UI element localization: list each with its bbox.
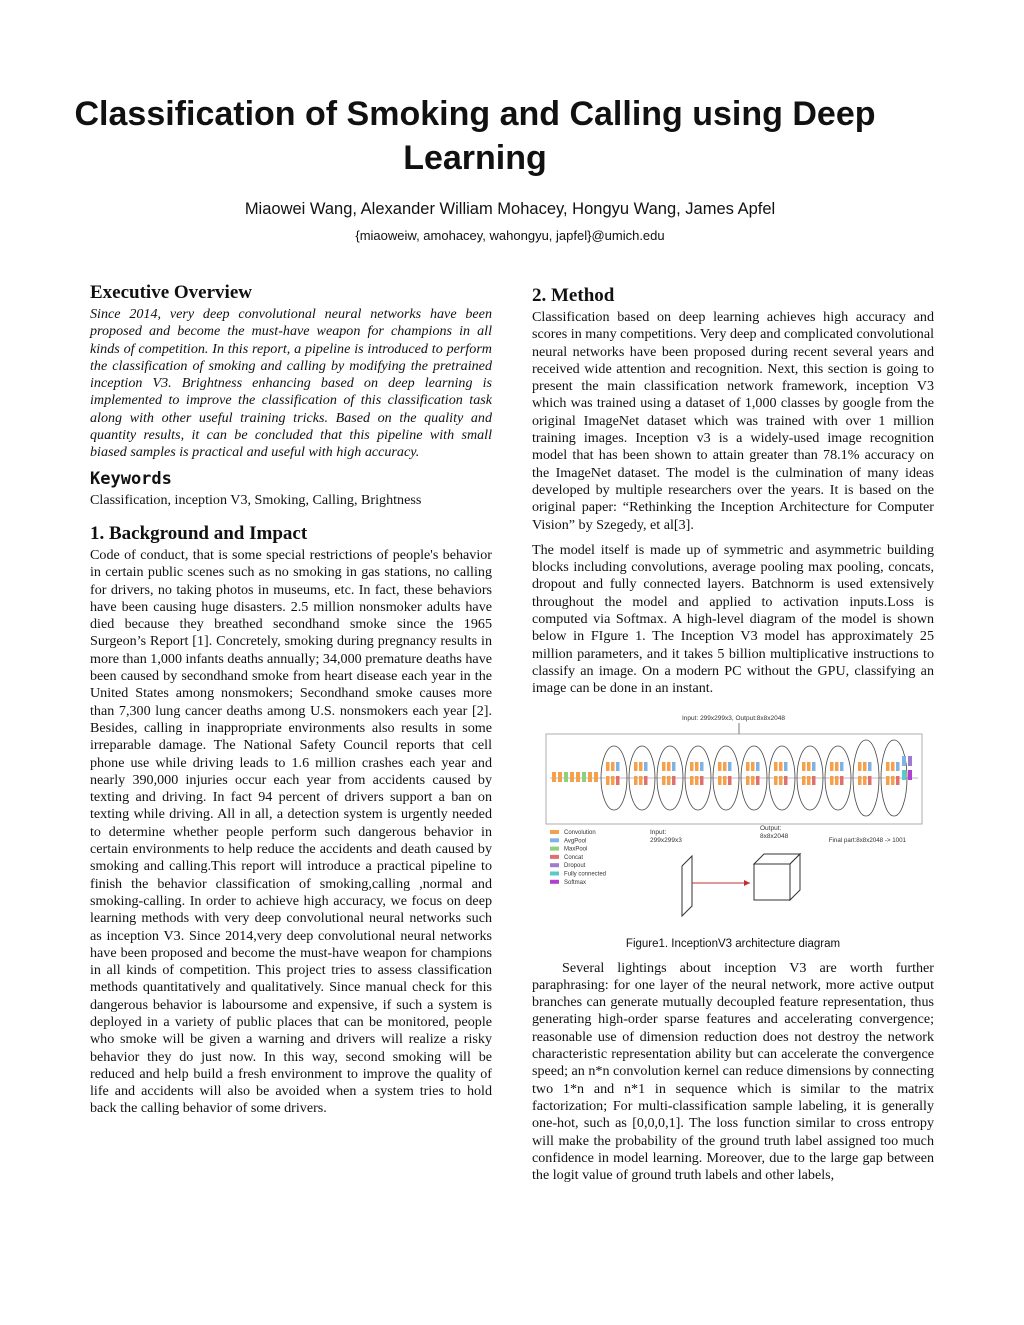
- module-block: [835, 762, 839, 771]
- module-block: [830, 762, 834, 771]
- module-block: [891, 776, 895, 785]
- output-size-label: 8x8x2048: [760, 832, 789, 840]
- head-block: [902, 770, 906, 780]
- module-block: [616, 776, 620, 785]
- module-block: [639, 776, 643, 785]
- module-block: [840, 776, 844, 785]
- module-block: [751, 762, 755, 771]
- module-block: [802, 762, 806, 771]
- module-block: [812, 762, 816, 771]
- module-block: [807, 762, 811, 771]
- module-block: [634, 776, 638, 785]
- module-block: [606, 776, 610, 785]
- legend-label: AvgPool: [564, 837, 587, 844]
- architecture-chain: [550, 740, 918, 816]
- module-block: [639, 762, 643, 771]
- module-block: [896, 776, 900, 785]
- stem-block: [564, 772, 568, 782]
- module-block: [779, 776, 783, 785]
- module-block: [812, 776, 816, 785]
- module-block: [886, 762, 890, 771]
- right-column: [532, 280, 934, 1184]
- input-label: Input:: [650, 828, 667, 836]
- module-block: [784, 762, 788, 771]
- legend-label: Concat: [564, 854, 584, 861]
- background-text: Code of conduct, that is some special restrictions of people's behavior in certain public scenes such as no smoking in gas stations, no calling for drivers, no taking photos in museums, etc. In fact, these behaviors have been causing huge disasters. 2.5 million nonsmoker adults have died because they breathed secondhand smoke since the 1965 Surgeon’s Report [1]. Concretely, smoking during pregnancy results in more than 1,000 infants deaths annually; 34,000 premature deaths have been caused by secondhand smoke from heart disease each year in the United States among nonsmokers; Secondhand smoke causes more than 7,300 lung cancer deaths among U.S. nonsmokers each year [2]. Besides, calling in inappropriate environments also results in some irreparable damage. The National Safety Council reports that cell phone use while driving leads to 1.6 million crashes each year and nearly 390,000 injuries occur each year from accidents caused by texting and driving. In fact 94 percent of drivers support a ban on texting while driving. All in all, a detection system is urgently needed to determine whether people perform such dangerous behavior in certain environments to help reduce the accidents and death caused by smoking and calling.This report will introduce a practical pipeline to finish the behavior classification of smoking,calling ,normal and smoking-calling. In order to achieve high accuracy, we focus on deep learning methods with very deep convolutional neural networks such as inception V3. Since 2014,very deep convolutional neural networks have been proposed and become the must-have weapon for champions in all kinds of competition. This project tries to assess classification methods quantitatively and qualitatively. Since manual check for this dangerous behavior is laboursome and expensive, if such a system is deployed in a variety of public places that can be monitored, people who smoke will be given a warning and drivers will realize a risky behavior they do just now. In this way, second smoking will be reduced and help build a fresh environment to improve the quality of life and accidents will also be avoided when a system tries to hold back the calling behavior of some drivers.: [90, 546, 492, 1117]
- module-block: [728, 776, 732, 785]
- legend-swatch: [550, 830, 559, 834]
- legend-label: Dropout: [564, 862, 586, 869]
- output-cube: [754, 854, 800, 900]
- module-block: [863, 762, 867, 771]
- author-list: Miaowei Wang, Alexander William Mohacey, Hongyu Wang, James Apfel: [244, 200, 776, 218]
- module-block: [690, 762, 694, 771]
- module-block: [779, 762, 783, 771]
- module-block: [728, 762, 732, 771]
- head-block: [908, 770, 912, 780]
- legend-swatch: [550, 838, 559, 842]
- module-block: [858, 776, 862, 785]
- left-column: [90, 280, 492, 1118]
- module-block: [774, 776, 778, 785]
- overview-text: Since 2014, very deep convolutional neural networks have been proposed and become the must-have weapon for champions in all kinds of competition. In this report, a pipeline is introduced to perform the classification of smoking and calling by modifying the pretrained inception V3. Brightness enhancing based on deep learning is implemented to improve the classification of this classification task along with other useful training tricks. Based on the quality and quantity results, it can be concluded that this pipeline with small biased samples is practical and useful with high accuracy.: [90, 306, 492, 461]
- module-block: [611, 776, 615, 785]
- author-emails: {miaoweiw, amohacey, wahongyu, japfel}@umich.edu: [355, 228, 665, 243]
- method-paragraph-3: Several lightings about inception V3 are worth further paraphrasing: for one layer of the neural network, more active output branches can generate mutually decoupled feature representation, thus generating high-order sparse features and accelerating convergence; reasonable use of dimension reduction does not destroy the network characteristic representation ability but can accelerate the convergence speed; an n*n convolution kernel can reduce dimensions by connecting two 1*n and n*1 in sequence which is similar to the matrix factorization; For multi-classification sample labeling, it is generally one-hot, such as [0,0,0,1]. The loss function similar to cross entropy will make the probability of the ground truth label assigned too much confidence in model learning. Moreover, due to the large gap between the logit value of ground truth labels and other labels,: [532, 959, 934, 1184]
- paper-title: Classification of Smoking and Calling using Deep Learning: [74, 95, 876, 177]
- legend-label: Convolution: [564, 829, 596, 836]
- module-block: [695, 762, 699, 771]
- method-heading: 2. Method: [532, 285, 615, 306]
- module-block: [672, 762, 676, 771]
- module-block: [840, 762, 844, 771]
- module-block: [644, 776, 648, 785]
- figure-top-label: Input: 299x299x3, Output:8x8x2048: [682, 714, 785, 722]
- stem-block: [558, 772, 562, 782]
- stem-block: [576, 772, 580, 782]
- method-paragraph-2: The model itself is made up of symmetric and asymmetric building blocks including convolutions, average pooling max pooling, concats, dropout and fully connected layers. Batchnorm is used extensively throughout the model and applied to activation inputs.Loss is computed via Softmax. A high-level diagram of the model is shown below in FIgure 1. The Inception V3 model has approximately 25 million parameters, and it takes 5 billion multiplicative instructions to classify an image. On a modern PC without the GPU, classifying an image can be done in an instant.: [532, 541, 934, 697]
- module-block: [644, 762, 648, 771]
- head-block: [908, 756, 912, 766]
- stem-block: [588, 772, 592, 782]
- stem-block: [594, 772, 598, 782]
- module-block: [784, 776, 788, 785]
- keywords-heading: Keywords: [90, 468, 172, 489]
- module-block: [863, 776, 867, 785]
- module-block: [611, 762, 615, 771]
- figure-legend: [550, 830, 606, 886]
- background-heading: 1. Background and Impact: [90, 522, 308, 544]
- legend-swatch: [550, 879, 559, 883]
- module-block: [891, 762, 895, 771]
- legend-label: Softmax: [564, 879, 587, 886]
- module-block: [667, 762, 671, 771]
- module-block: [746, 762, 750, 771]
- module-block: [886, 776, 890, 785]
- module-block: [830, 776, 834, 785]
- legend-swatch: [550, 854, 559, 858]
- module-block: [634, 762, 638, 771]
- legend-label: Fully connected: [564, 871, 607, 878]
- module-block: [751, 776, 755, 785]
- module-block: [835, 776, 839, 785]
- module-block: [896, 762, 900, 771]
- module-block: [672, 776, 676, 785]
- module-block: [746, 776, 750, 785]
- module-block: [606, 762, 610, 771]
- inception-v3-figure: [532, 706, 934, 936]
- overview-heading: Executive Overview: [90, 282, 252, 303]
- figure-caption: Figure1. InceptionV3 architecture diagram: [625, 937, 841, 950]
- legend-swatch: [550, 863, 559, 867]
- module-block: [690, 776, 694, 785]
- stem-block: [570, 772, 574, 782]
- module-block: [718, 776, 722, 785]
- module-block: [718, 762, 722, 771]
- keywords-text: Classification, inception V3, Smoking, Calling, Brightness: [90, 491, 422, 508]
- module-block: [723, 776, 727, 785]
- module-block: [858, 762, 862, 771]
- output-label: Output:: [760, 824, 782, 832]
- head-block: [902, 756, 906, 766]
- module-block: [723, 762, 727, 771]
- module-block: [868, 762, 872, 771]
- module-block: [667, 776, 671, 785]
- module-block: [700, 762, 704, 771]
- module-block: [868, 776, 872, 785]
- input-size-label: 299x299x3: [650, 836, 682, 844]
- module-block: [662, 776, 666, 785]
- module-block: [662, 762, 666, 771]
- module-block: [802, 776, 806, 785]
- final-part-label: Final part:8x8x2048 -> 1001: [828, 836, 906, 844]
- module-block: [774, 762, 778, 771]
- method-paragraph-1: Classification based on deep learning achieves high accuracy and scores in many competitions. Very deep and complicated convolutional neural networks have been proposed during recent several years and received wide attention and recognition. Next, this section is going to present the main classification network framework, inception V3 which was trained using a dataset of 1,000 classes by google from the original ImageNet dataset which was trained with over 1 million training images. Inception v3 is a widely-used image recognition model that has been shown to attain greater than 78.1% accuracy on the ImageNet dataset. The model is the culmination of many ideas developed by multiple researchers over the years. It is based on the original paper: “Rethinking the Inception Architecture for Computer Vision” by Szegedy, et al[3].: [532, 309, 934, 533]
- module-block: [756, 776, 760, 785]
- module-block: [695, 776, 699, 785]
- legend-swatch: [550, 846, 559, 850]
- stem-block: [582, 772, 586, 782]
- legend-label: MaxPool: [564, 846, 588, 853]
- arrow-head: [744, 880, 750, 886]
- module-block: [700, 776, 704, 785]
- module-block: [756, 762, 760, 771]
- module-block: [807, 776, 811, 785]
- input-slab: [682, 856, 692, 916]
- architecture-diagram: [532, 706, 934, 936]
- stem-block: [552, 772, 556, 782]
- legend-swatch: [550, 871, 559, 875]
- module-block: [616, 762, 620, 771]
